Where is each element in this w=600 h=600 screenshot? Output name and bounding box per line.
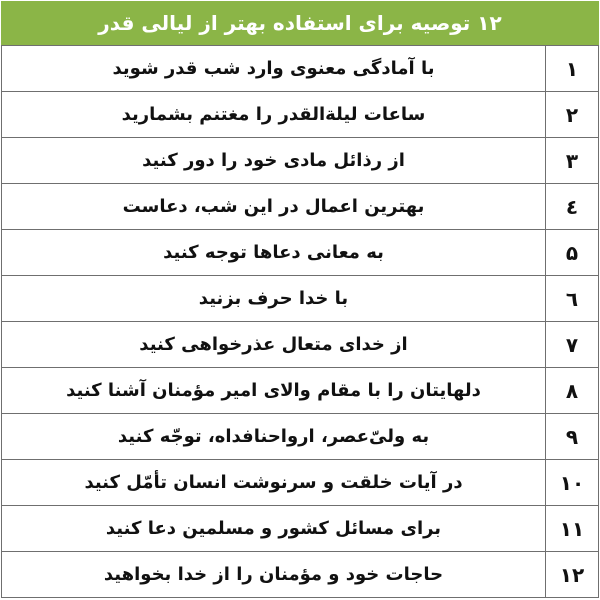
row-number: ۱۰ [546, 460, 599, 506]
table-row [2, 368, 599, 414]
page-title: ۱۲ توصیه برای استفاده بهتر از لیالی قدر [1, 1, 599, 45]
table-row [2, 92, 599, 138]
recommendations-table [1, 45, 599, 598]
table-row [2, 230, 599, 276]
recommendation-text: حاجات خود و مؤمنان را از خدا بخواهید [2, 552, 546, 598]
recommendation-text: به ولیّ‌عصر، ارواحنافداه، توجّه کنید [2, 414, 546, 460]
recommendation-text: با خدا حرف بزنید [2, 276, 546, 322]
recommendation-text: از خدای متعال عذرخواهی کنید [2, 322, 546, 368]
row-number: ۷ [546, 322, 599, 368]
recommendation-text: برای مسائل کشور و مسلمین دعا کنید [2, 506, 546, 552]
row-number: ٦ [546, 276, 599, 322]
row-number: ۹ [546, 414, 599, 460]
row-number: ۸ [546, 368, 599, 414]
table-row [2, 276, 599, 322]
row-number: ۲ [546, 92, 599, 138]
table-row [2, 138, 599, 184]
row-number: ۱۲ [546, 552, 599, 598]
table-row [2, 322, 599, 368]
row-number: ٤ [546, 184, 599, 230]
recommendation-text: به معانی دعاها توجه کنید [2, 230, 546, 276]
recommendations-panel [1, 1, 599, 598]
recommendation-text: با آمادگی معنوی وارد شب قدر شوید [2, 46, 546, 92]
recommendation-text: در آیات خلقت و سرنوشت انسان تأمّل کنید [2, 460, 546, 506]
recommendation-text: از رذائل مادی خود را دور کنید [2, 138, 546, 184]
table-row [2, 506, 599, 552]
row-number: ۳ [546, 138, 599, 184]
row-number: ۵ [546, 230, 599, 276]
table-row [2, 184, 599, 230]
recommendation-text: ساعات لیلة‌القدر را مغتنم بشمارید [2, 92, 546, 138]
table-row [2, 46, 599, 92]
row-number: ۱ [546, 46, 599, 92]
recommendation-text: بهترین اعمال در این شب، دعاست [2, 184, 546, 230]
table-row [2, 414, 599, 460]
table-row [2, 552, 599, 598]
row-number: ۱۱ [546, 506, 599, 552]
table-row [2, 460, 599, 506]
recommendation-text: دلهایتان را با مقام والای امیر مؤمنان آشنا کنید [2, 368, 546, 414]
